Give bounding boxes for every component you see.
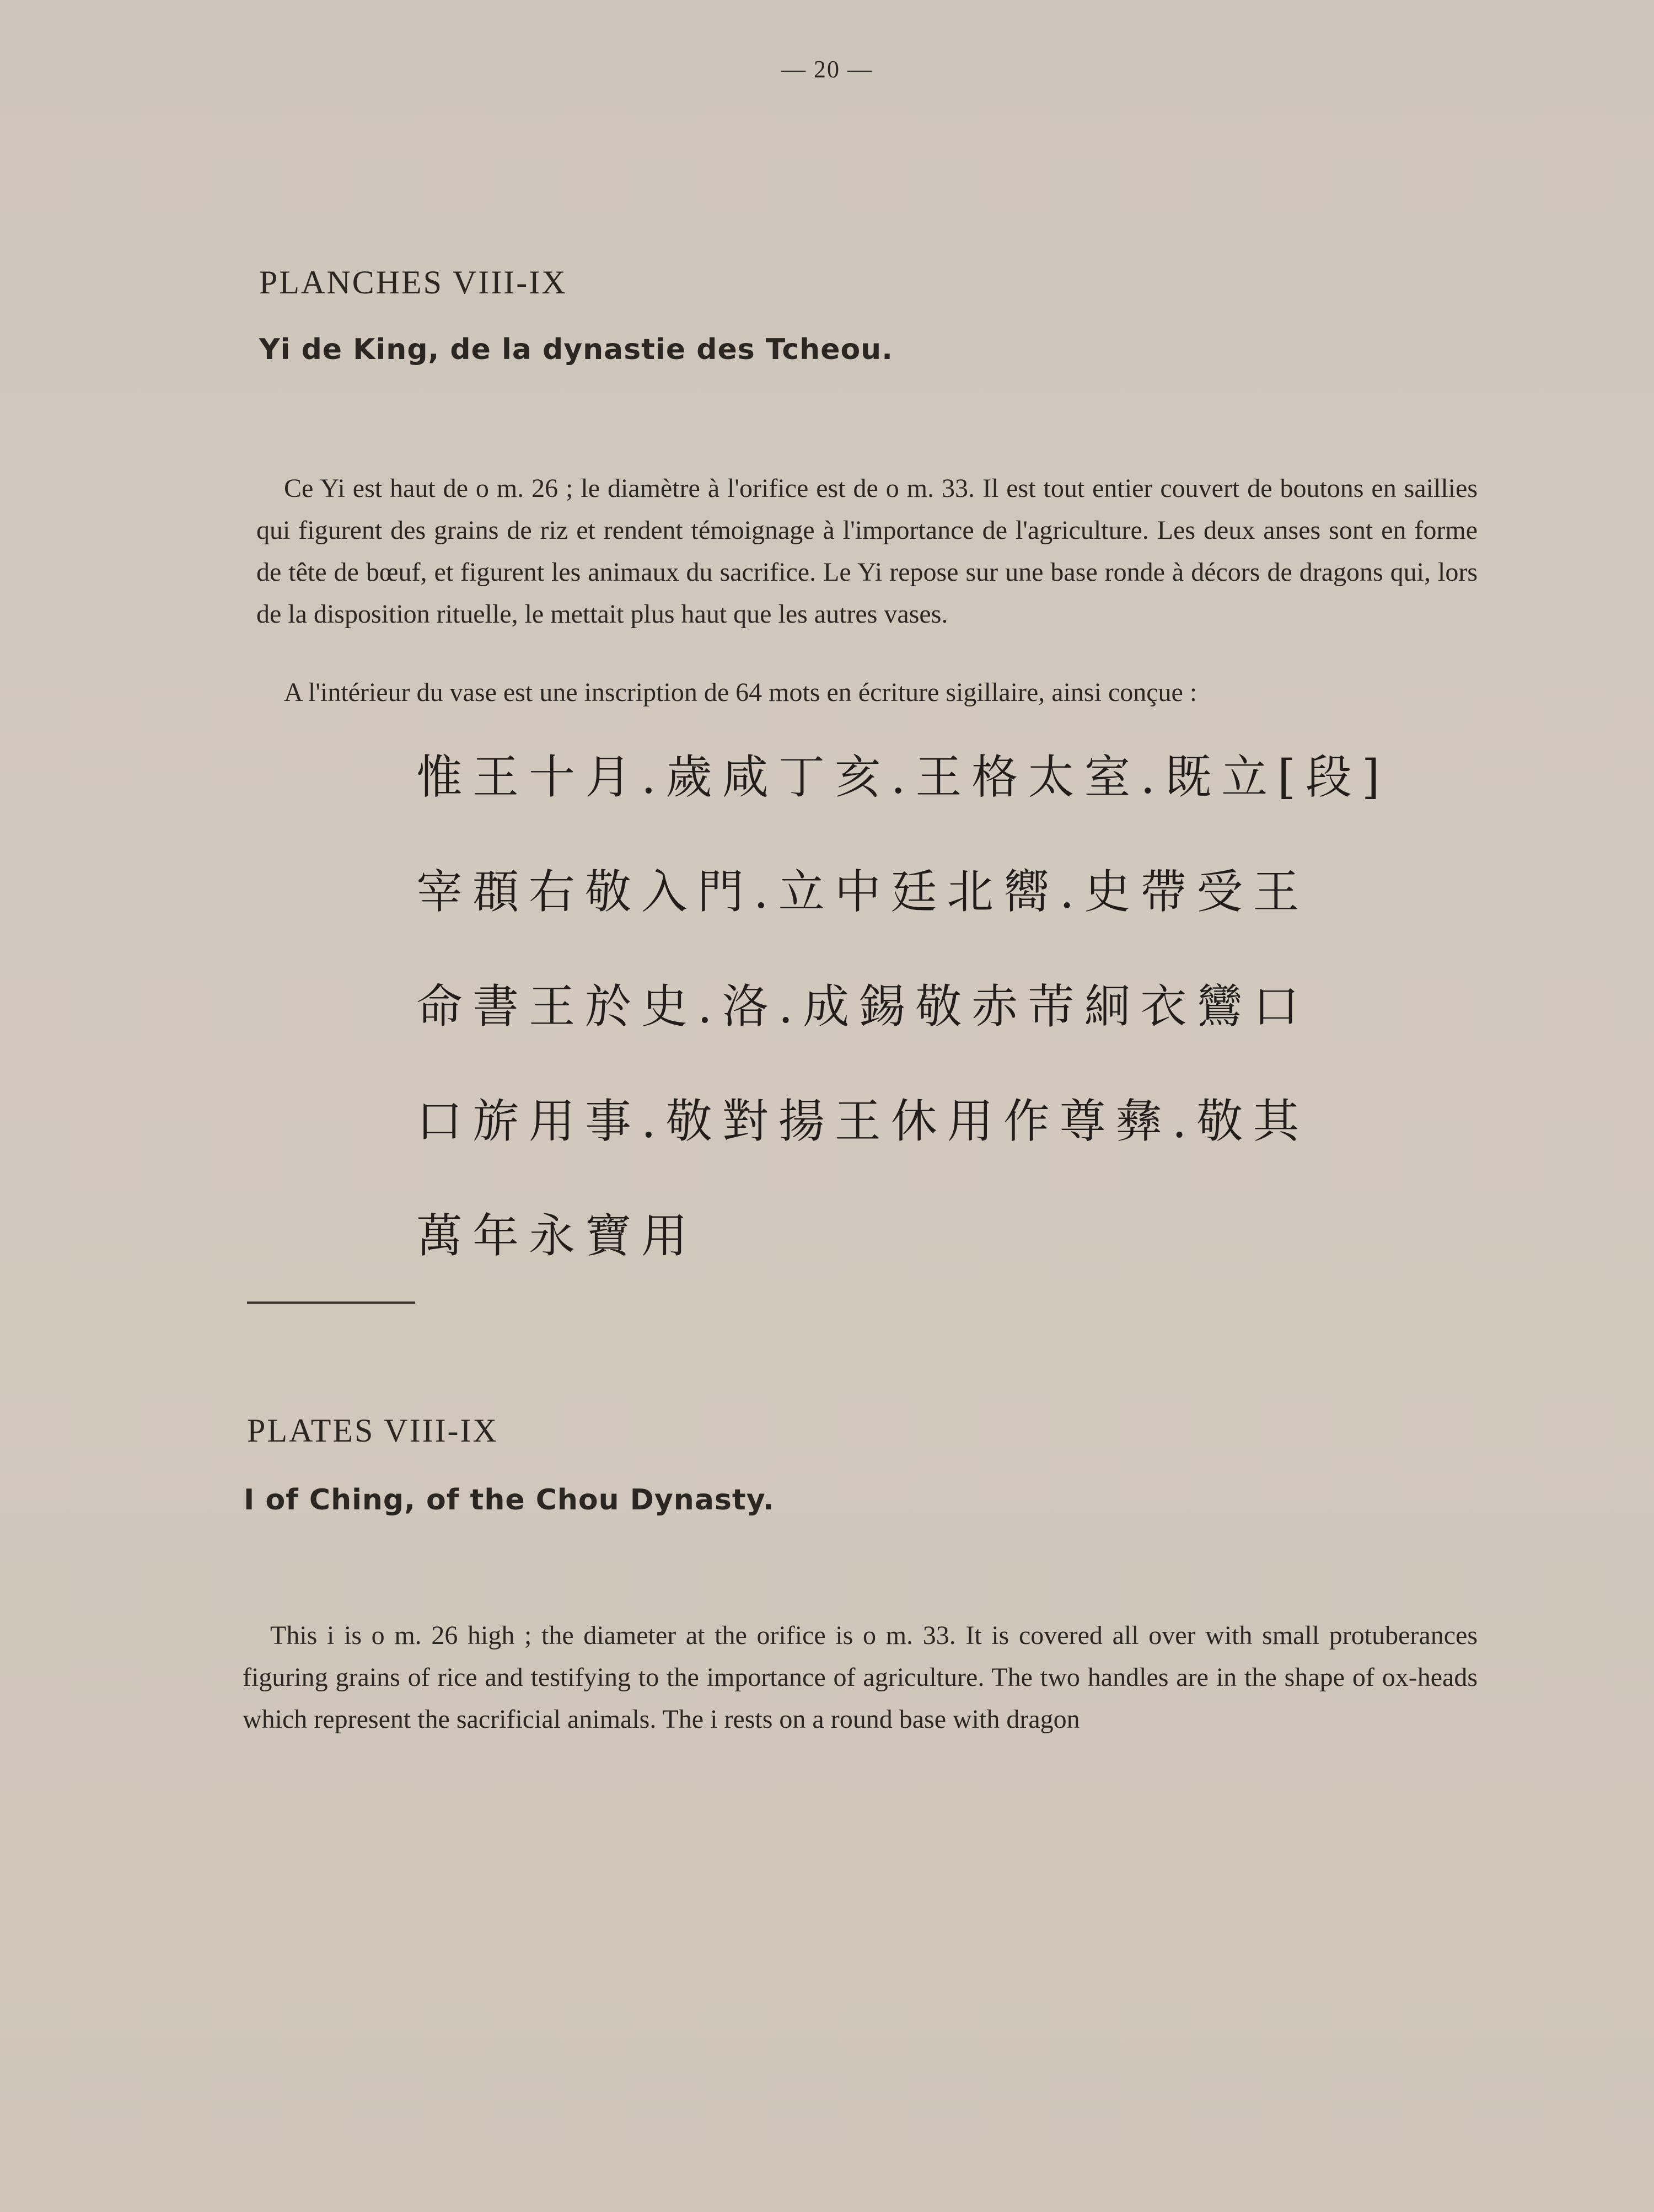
french-heading: PLANCHES VIII-IX <box>259 264 567 301</box>
section-divider <box>247 1302 415 1304</box>
french-paragraph-1: Ce Yi est haut de o m. 26 ; le diamètre à l'orifice est de o m. 33. Il est tout entier couvert de boutons en saillies qui figurent des grains de riz et rendent témoignage à l'importance de l'agriculture. Les deux anses sont en forme de tête de bœuf, et figurent les animaux du sacrifice. Le Yi repose sur une base ronde à décors de dragons qui, lors de la disposition rituelle, le mettait plus haut que les autres vases. <box>256 474 1478 629</box>
french-subheading: Yi de King, de la dynastie des Tcheou. <box>259 333 893 366</box>
inscription-line: 口旂用事.敬對揚王休用作尊彝.敬其 <box>416 1094 1309 1148</box>
french-paragraph-2: A l'intérieur du vase est une inscription de 64 mots en écriture sigillaire, ainsi conçue : <box>284 678 1197 707</box>
inscription-line: 命書王於史.洛.成錫敬赤芾絅衣鸞口 <box>416 979 1309 1033</box>
english-subheading: I of Ching, of the Chou Dynasty. <box>244 1483 775 1517</box>
inscription-line: 惟王十月.歲咸丁亥.王格太室.既立[段] <box>416 750 1390 804</box>
inscription-line: 萬年永寶用 <box>416 1209 698 1263</box>
english-heading: PLATES VIII-IX <box>247 1412 498 1449</box>
page-number: — 20 — <box>781 56 873 83</box>
english-paragraph-1: This i is o m. 26 high ; the diameter at the orifice is o m. 33. It is covered all over with small protuberances figuring grains of rice and testifying to the importance of agriculture. The two handles are in the shape of ox-heads which represent the sacrificial animals. The i rests on a round base with dragon <box>243 1621 1478 1734</box>
chinese-inscription <box>416 720 1390 1293</box>
inscription-line: 宰頵右敬入門.立中廷北嚮.史帶受王 <box>416 865 1309 919</box>
